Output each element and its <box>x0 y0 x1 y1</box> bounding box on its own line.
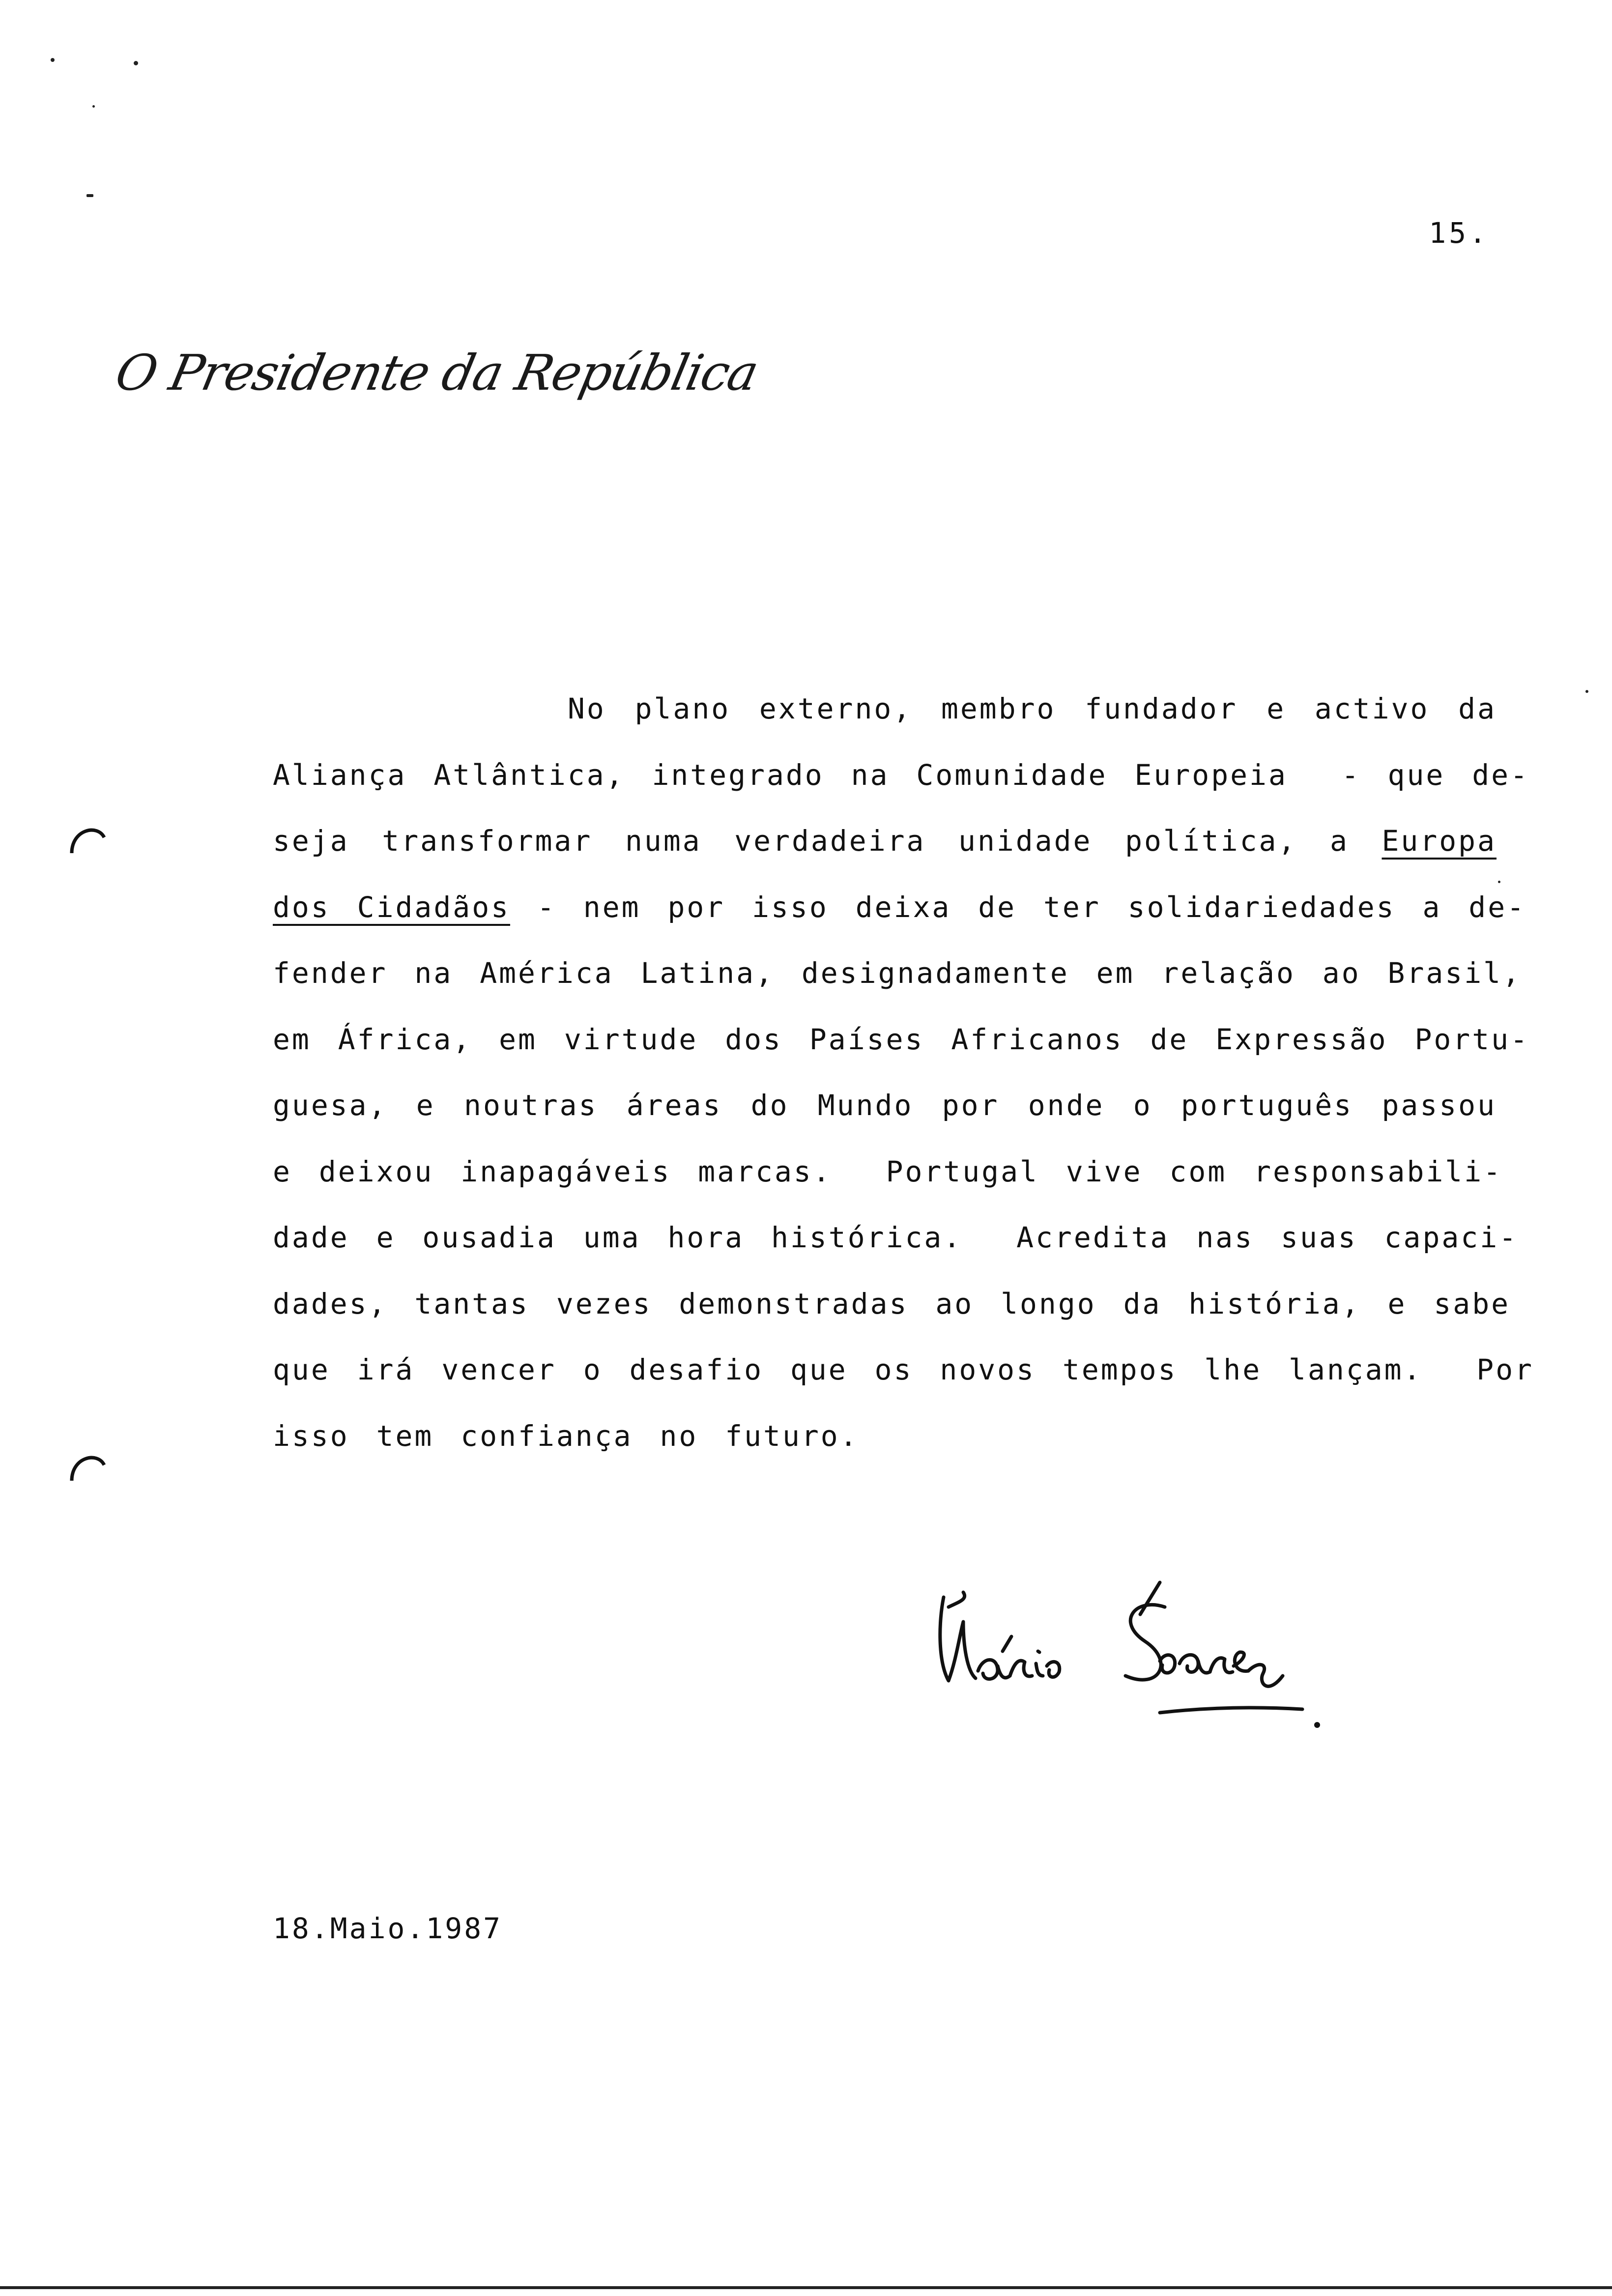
body-line <box>273 1337 1534 1403</box>
letterhead-title: O Presidente da República <box>111 344 763 402</box>
scan-speck <box>51 58 55 62</box>
text-segment: que irá vencer o desafio que os novos tempos lhe lançam. Por <box>273 1353 1534 1386</box>
body-line <box>273 676 1497 742</box>
body-line <box>273 1006 1529 1073</box>
body-line <box>273 874 1526 941</box>
handwritten-signature <box>929 1578 1347 1740</box>
binder-hole-mark <box>68 1447 107 1482</box>
text-segment: dades, tantas vezes demonstradas ao longo da história, e sabe <box>273 1287 1511 1320</box>
text-segment: isso tem confiança no futuro. <box>273 1419 859 1453</box>
letter-date: 18.Maio.1987 <box>273 1912 503 1945</box>
body-line <box>273 1271 1511 1337</box>
page-number: 15. <box>1429 216 1489 250</box>
underlined-phrase: dos Cidadãos <box>273 890 511 924</box>
body-line <box>273 808 1497 874</box>
text-segment: em África, em virtude dos Países Africanos de Expressão Portu- <box>273 1022 1529 1056</box>
text-segment: dade e ousadia uma hora histórica. Acredita nas suas capaci- <box>273 1221 1519 1254</box>
body-line <box>273 742 1529 808</box>
body-line <box>273 1403 1497 1469</box>
scan-speck <box>86 194 93 197</box>
body-line <box>273 1139 1503 1205</box>
text-segment: No plano externo, membro fundador e activo da <box>568 692 1497 725</box>
text-segment: guesa, e noutras áreas do Mundo por onde o português passou <box>273 1089 1497 1122</box>
body-line <box>273 1072 1497 1139</box>
scan-speck <box>1498 881 1500 883</box>
text-segment: Aliança Atlântica, integrado na Comunidade Europeia - que de- <box>273 758 1529 792</box>
underlined-phrase: Europa <box>1382 824 1497 858</box>
scan-speck <box>1585 690 1588 693</box>
letter-body <box>273 676 1534 1469</box>
body-line <box>273 940 1522 1006</box>
text-segment: e deixou inapagáveis marcas. Portugal vive com responsabili- <box>273 1154 1503 1188</box>
text-segment: seja transformar numa verdadeira unidade política, a <box>273 824 1382 858</box>
scan-speck <box>134 61 138 65</box>
page-edge-rule <box>0 2286 1612 2289</box>
scan-speck <box>92 105 95 108</box>
binder-hole-mark <box>68 820 107 854</box>
text-segment: fender na América Latina, designadamente em relação ao Brasil, <box>273 956 1522 990</box>
body-line <box>273 1205 1519 1271</box>
text-segment: - nem por isso deixa de ter solidariedades a de- <box>510 890 1526 924</box>
